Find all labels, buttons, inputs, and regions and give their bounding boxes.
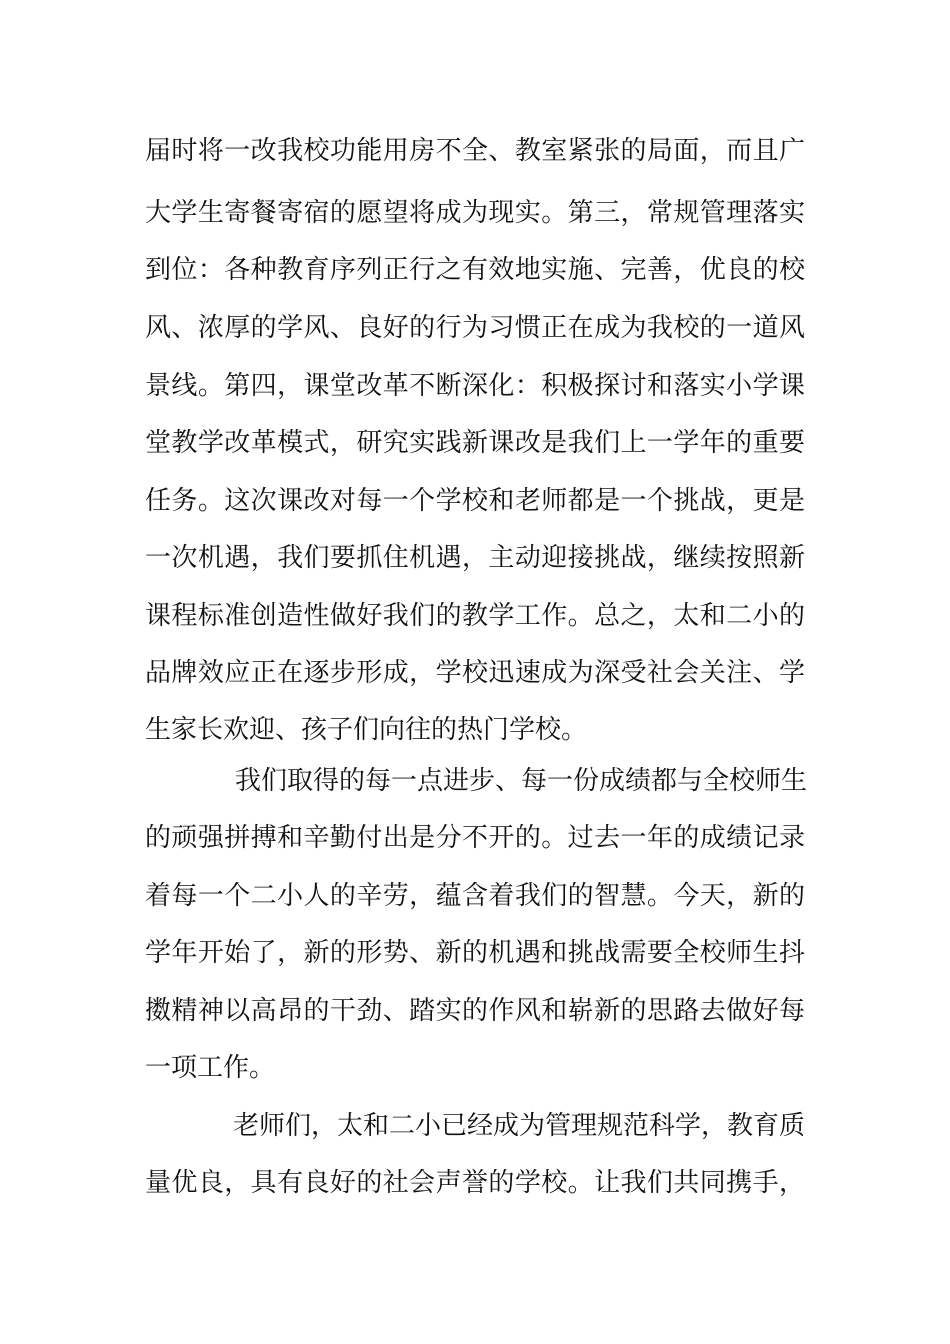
text-line: 堂教学改革模式，研究实践新课改是我们上一学年的重要 (145, 428, 805, 458)
text-line: 学年开始了，新的形势、新的机遇和挑战需要全校师生抖 (145, 938, 805, 968)
text-line: 量优良，具有良好的社会声誉的学校。让我们共同携手， (145, 1168, 805, 1198)
text-line: 大学生寄餐寄宿的愿望将成为现实。第三，常规管理落实 (145, 198, 805, 228)
text-line: 景线。第四，课堂改革不断深化：积极探讨和落实小学课 (145, 371, 805, 401)
text-line: 老师们，太和二小已经成为管理规范科学，教育质 (233, 1111, 806, 1141)
text-line: 风、浓厚的学风、良好的行为习惯正在成为我校的一道风 (145, 313, 805, 343)
text-line: 的顽强拼搏和辛勤付出是分不开的。过去一年的成绩记录 (145, 823, 805, 853)
text-line: 到位：各种教育序列正行之有效地实施、完善，优良的校 (145, 255, 805, 285)
text-line: 品牌效应正在逐步形成，学校迅速成为深受社会关注、学 (145, 658, 805, 688)
text-line: 着每一个二小人的辛劳，蕴含着我们的智慧。今天，新的 (145, 881, 805, 911)
text-line: 我们取得的每一点进步、每一份成绩都与全校师生 (235, 766, 808, 796)
text-line: 擞精神以高昂的干劲、踏实的作风和崭新的思路去做好每 (145, 996, 805, 1026)
text-line: 任务。这次课改对每一个学校和老师都是一个挑战，更是 (145, 486, 805, 516)
text-line: 一次机遇，我们要抓住机遇，主动迎接挑战，继续按照新 (145, 543, 805, 573)
text-line: 生家长欢迎、孩子们向往的热门学校。 (145, 715, 588, 745)
text-line: 课程标准创造性做好我们的教学工作。总之，太和二小的 (145, 601, 805, 631)
text-line: 届时将一改我校功能用房不全、教室紧张的局面，而且广 (145, 136, 805, 166)
text-line: 一项工作。 (145, 1053, 276, 1083)
